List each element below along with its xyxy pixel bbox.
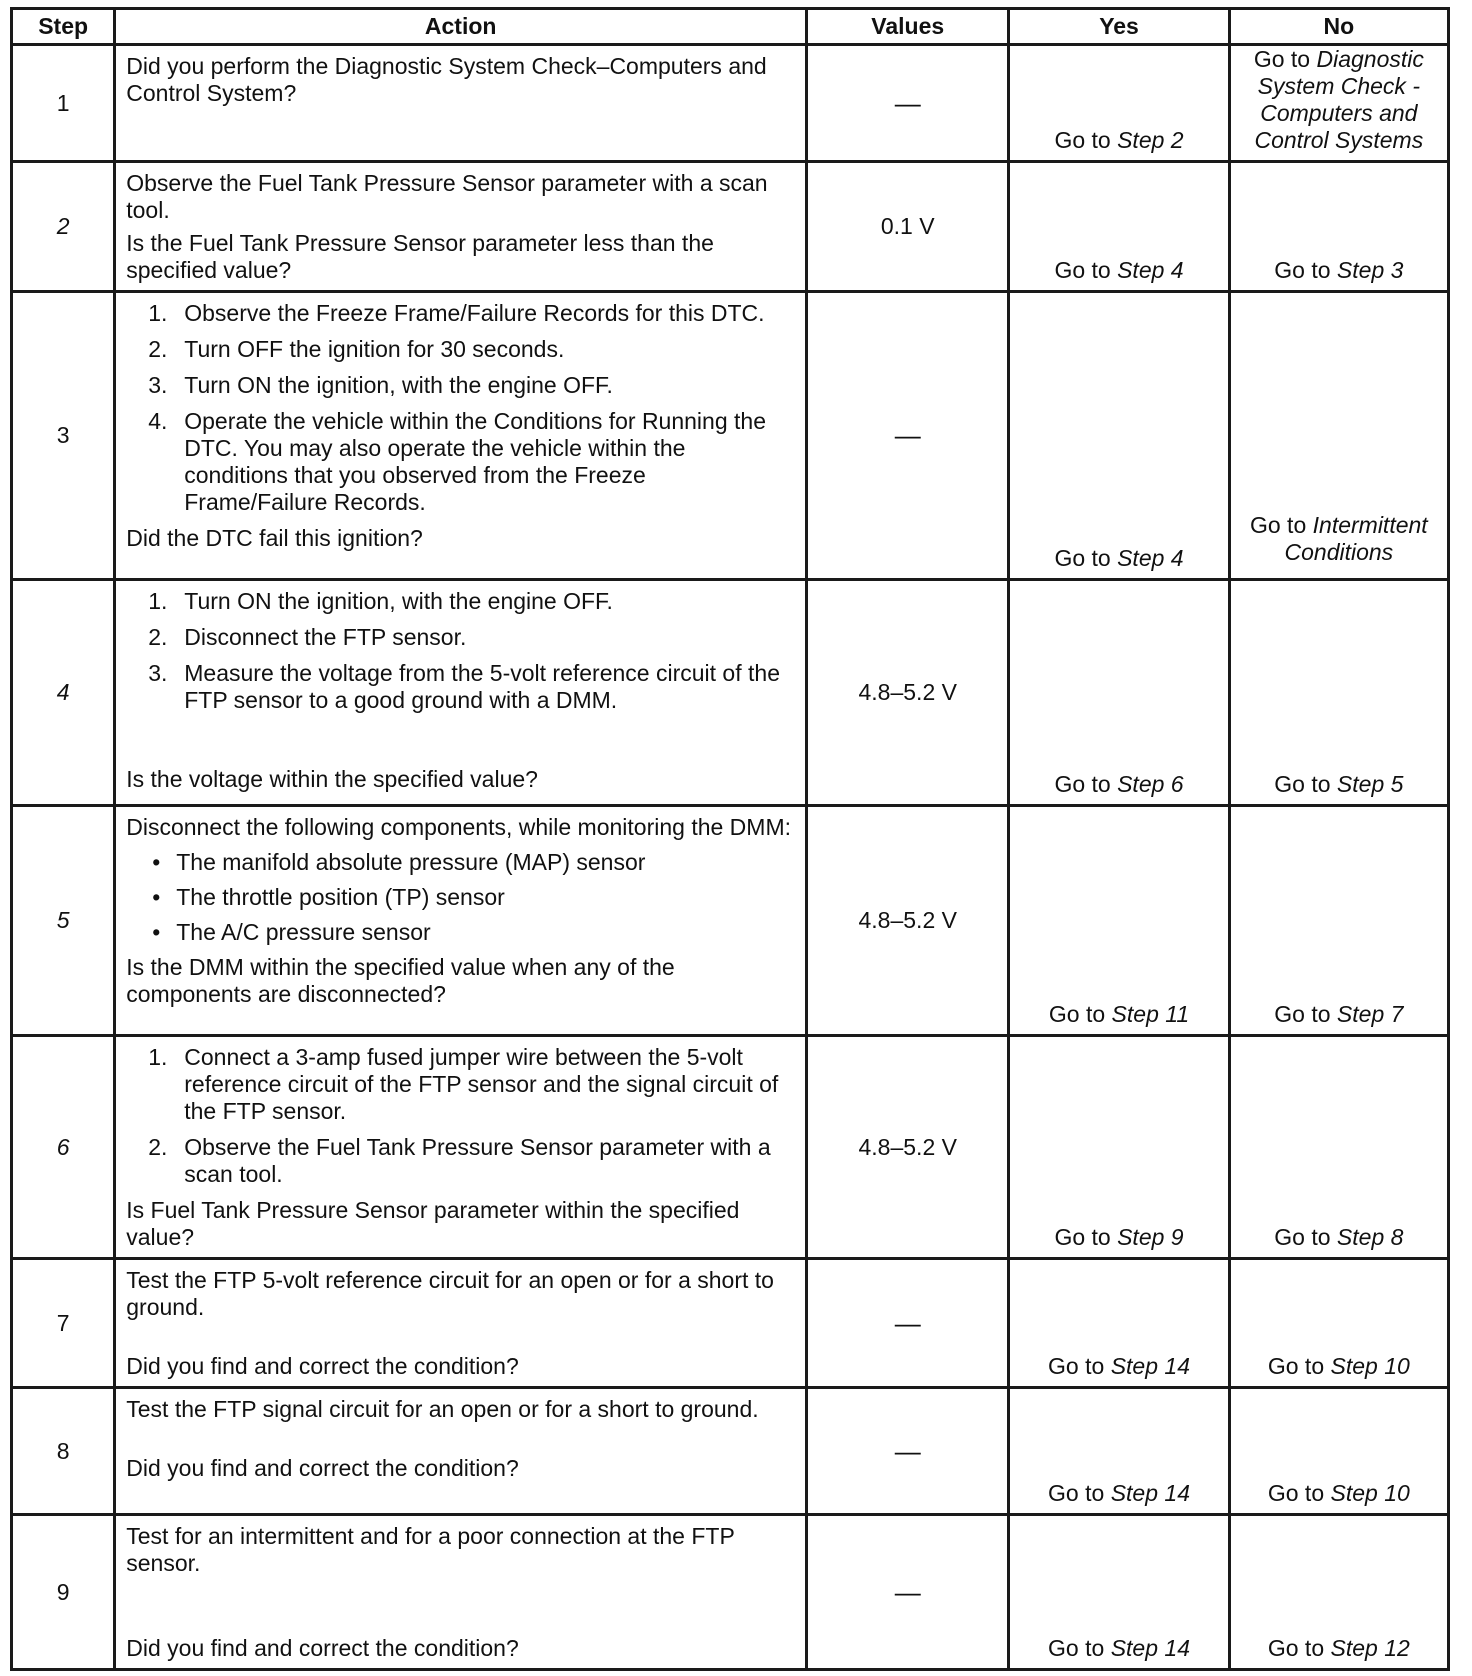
yes-cell: [1009, 45, 1229, 162]
action-cell: [115, 45, 807, 162]
list-item: • The throttle position (TP) sensor: [152, 884, 505, 910]
header-yes: Yes: [1009, 9, 1229, 45]
step-number: 3: [12, 292, 115, 580]
yes-cell: [1009, 1259, 1229, 1388]
action-cell: [115, 1259, 807, 1388]
value-cell: —: [807, 1388, 1009, 1515]
no-cell: [1229, 1388, 1448, 1515]
list-item: 3. Measure the voltage from the 5-volt reference circuit of the FTP sensor to a good ground with a DMM.: [148, 660, 780, 713]
table-row: [12, 806, 1449, 1036]
list-item: 1. Observe the Freeze Frame/Failure Records for this DTC.: [148, 300, 765, 326]
header-no: No: [1229, 9, 1448, 45]
no-target-link[interactable]: Step 5: [1336, 771, 1404, 797]
no-target-link[interactable]: Step 10: [1330, 1480, 1410, 1506]
question-text: Did you find and correct the condition?: [126, 1353, 519, 1379]
step-number: 9: [12, 1515, 115, 1670]
step-number: 2: [12, 162, 115, 292]
action-cell: [115, 292, 807, 580]
header-step: Step: [12, 9, 115, 45]
yes-cell: [1009, 1515, 1229, 1670]
no-cell: [1229, 1515, 1448, 1670]
go-to-prefix: Go to: [1054, 1224, 1118, 1250]
table-row: [12, 162, 1449, 292]
go-to-prefix: Go to: [1048, 1001, 1112, 1027]
yes-cell: [1009, 1036, 1229, 1259]
action-steps-list: [126, 300, 795, 516]
list-item: 2. Turn OFF the ignition for 30 seconds.: [148, 336, 565, 362]
value-cell: 4.8–5.2 V: [807, 806, 1009, 1036]
no-target-link[interactable]: Diagnostic System Check - Computers and Control Systems: [1254, 46, 1424, 153]
question-text: Is the voltage within the specified value?: [126, 766, 538, 792]
no-target-link[interactable]: Step 7: [1336, 1001, 1404, 1027]
list-item: • The manifold absolute pressure (MAP) sensor: [152, 849, 646, 875]
header-values: Values: [807, 9, 1009, 45]
table-row: [12, 1388, 1449, 1515]
list-item: 2. Observe the Fuel Tank Pressure Sensor parameter with a scan tool.: [148, 1134, 771, 1187]
no-cell: [1229, 162, 1448, 292]
no-target-link[interactable]: Intermittent Conditions: [1284, 512, 1428, 565]
go-to-prefix: Go to: [1274, 771, 1337, 797]
question-text: Did you find and correct the condition?: [126, 1455, 519, 1481]
no-cell: [1229, 1036, 1448, 1259]
question-text: Is the Fuel Tank Pressure Sensor parameter less than the specified value?: [126, 230, 714, 283]
step-number: 4: [12, 580, 115, 806]
step-number: 1: [12, 45, 115, 162]
action-text: Observe the Fuel Tank Pressure Sensor parameter with a scan tool.: [126, 170, 768, 223]
value-cell: —: [807, 1259, 1009, 1388]
go-to-prefix: Go to: [1054, 257, 1118, 283]
go-to-prefix: Go to: [1048, 1353, 1111, 1379]
action-cell: [115, 1036, 807, 1259]
action-steps-list: [126, 1044, 795, 1188]
no-cell: [1229, 580, 1448, 806]
yes-target-link[interactable]: Step 14: [1110, 1353, 1190, 1379]
go-to-prefix: Go to: [1274, 1224, 1337, 1250]
question-text: Did the DTC fail this ignition?: [126, 525, 423, 551]
table-row: [12, 1515, 1449, 1670]
question-text: Did you find and correct the condition?: [126, 1635, 519, 1661]
action-text: Did you perform the Diagnostic System Check–Computers and Control System?: [126, 53, 767, 106]
value-cell: —: [807, 45, 1009, 162]
yes-target-link[interactable]: Step 4: [1117, 257, 1184, 283]
no-cell: [1229, 45, 1448, 162]
list-item: 4. Operate the vehicle within the Conditions for Running the DTC. You may also operate the vehicle within the conditions that you observed from the Freeze Frame/Failure Records.: [148, 408, 766, 515]
yes-cell: [1009, 292, 1229, 580]
table-row: [12, 1259, 1449, 1388]
go-to-prefix: Go to: [1054, 545, 1118, 571]
value-cell: —: [807, 292, 1009, 580]
go-to-prefix: Go to: [1054, 127, 1118, 153]
action-cell: [115, 1515, 807, 1670]
action-steps-list: [126, 588, 795, 714]
action-text: Test the FTP signal circuit for an open or for a short to ground.: [126, 1396, 759, 1422]
yes-cell: [1009, 806, 1229, 1036]
no-target-link[interactable]: Step 12: [1330, 1635, 1410, 1661]
yes-target-link[interactable]: Step 11: [1111, 1001, 1190, 1027]
yes-target-link[interactable]: Step 4: [1117, 545, 1184, 571]
action-cell: [115, 1388, 807, 1515]
list-item: • The A/C pressure sensor: [152, 919, 431, 945]
yes-cell: [1009, 1388, 1229, 1515]
action-text: Test for an intermittent and for a poor connection at the FTP sensor.: [126, 1523, 735, 1576]
no-cell: [1229, 1259, 1448, 1388]
go-to-prefix: Go to: [1267, 1353, 1331, 1379]
question-text: Is Fuel Tank Pressure Sensor parameter within the specified value?: [126, 1197, 740, 1250]
question-text: Is the DMM within the specified value when any of the components are disconnected?: [126, 954, 675, 1007]
value-cell: 0.1 V: [807, 162, 1009, 292]
go-to-prefix: Go to: [1054, 771, 1118, 797]
action-cell: [115, 806, 807, 1036]
yes-cell: [1009, 162, 1229, 292]
go-to-prefix: Go to: [1274, 1001, 1337, 1027]
component-list: [126, 849, 795, 946]
table-row: [12, 1036, 1449, 1259]
step-number: 8: [12, 1388, 115, 1515]
table-row: [12, 45, 1449, 162]
list-item: 3. Turn ON the ignition, with the engine OFF.: [148, 372, 613, 398]
go-to-prefix: Go to: [1249, 512, 1313, 538]
step-number: 7: [12, 1259, 115, 1388]
step-number: 6: [12, 1036, 115, 1259]
action-text: Disconnect the following components, while monitoring the DMM:: [126, 814, 792, 840]
yes-target-link[interactable]: Step 2: [1117, 127, 1184, 153]
no-target-link[interactable]: Step 3: [1336, 257, 1404, 283]
action-cell: [115, 162, 807, 292]
no-cell: [1229, 806, 1448, 1036]
no-target-link[interactable]: Step 10: [1330, 1353, 1410, 1379]
no-target-link[interactable]: Step 8: [1336, 1224, 1404, 1250]
go-to-prefix: Go to: [1048, 1635, 1111, 1661]
yes-target-link[interactable]: Step 6: [1117, 771, 1184, 797]
action-text: Test the FTP 5-volt reference circuit for an open or for a short to ground.: [126, 1267, 774, 1320]
value-cell: 4.8–5.2 V: [807, 1036, 1009, 1259]
header-row: [12, 9, 1449, 45]
yes-cell: [1009, 580, 1229, 806]
go-to-prefix: Go to: [1267, 1480, 1331, 1506]
list-item: 1. Turn ON the ignition, with the engine OFF.: [148, 588, 613, 614]
list-item: 2. Disconnect the FTP sensor.: [148, 624, 467, 650]
list-item: 1. Connect a 3-amp fused jumper wire between the 5-volt reference circuit of the FTP sensor and the signal circuit of the FTP sensor.: [148, 1044, 779, 1124]
no-cell: [1229, 292, 1448, 580]
go-to-prefix: Go to: [1267, 1635, 1331, 1661]
yes-target-link[interactable]: Step 14: [1110, 1635, 1190, 1661]
step-number: 5: [12, 806, 115, 1036]
table-row: [12, 580, 1449, 806]
action-cell: [115, 580, 807, 806]
yes-target-link[interactable]: Step 9: [1117, 1224, 1184, 1250]
diagnostic-table: [10, 7, 1450, 1671]
table-row: [12, 292, 1449, 580]
go-to-prefix: Go to: [1274, 257, 1337, 283]
value-cell: 4.8–5.2 V: [807, 580, 1009, 806]
go-to-prefix: Go to: [1253, 46, 1317, 72]
header-action: Action: [115, 9, 807, 45]
go-to-prefix: Go to: [1048, 1480, 1111, 1506]
yes-target-link[interactable]: Step 14: [1110, 1480, 1190, 1506]
value-cell: —: [807, 1515, 1009, 1670]
